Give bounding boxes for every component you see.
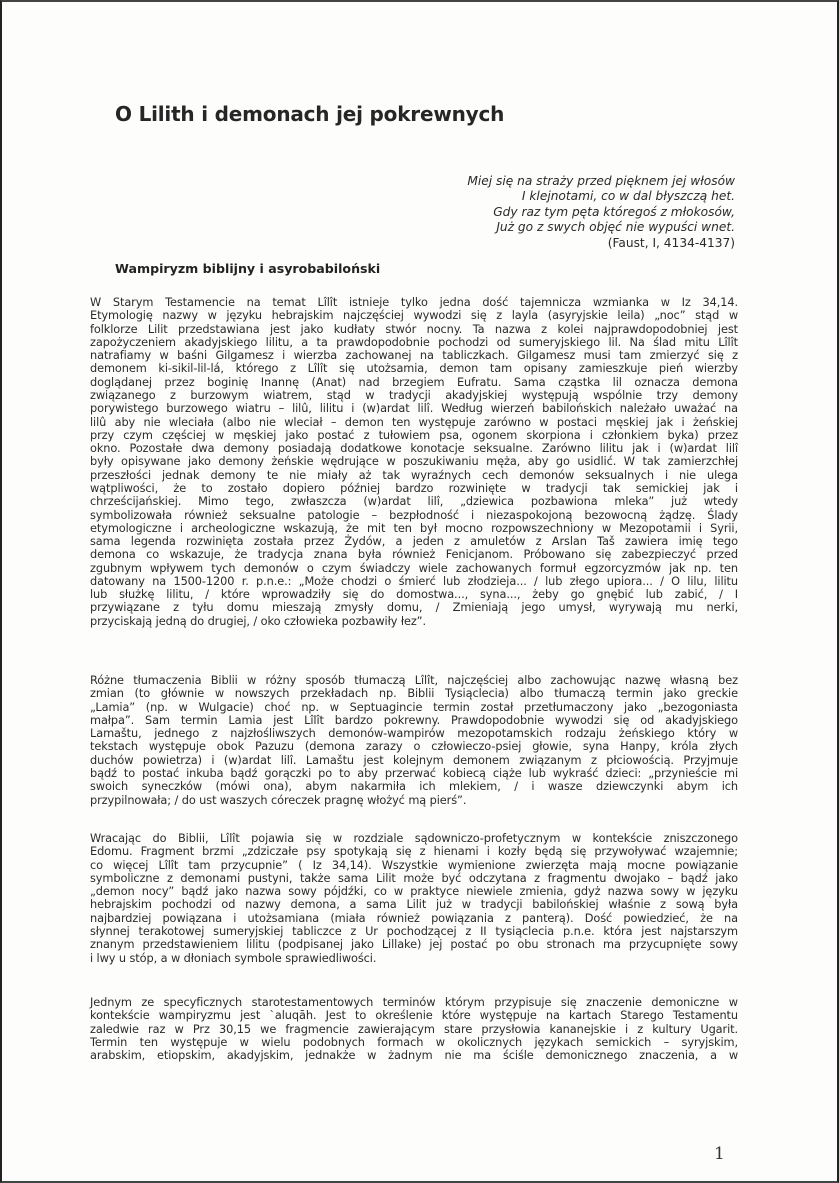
- text-line: Wracając do Biblii, Lîlît pojawia się w rozdziale sądowniczo-profetycznym w kontekście zniszczonego: [90, 831, 738, 845]
- text-line: tekstach występuje obok Pazuzu (demona zarazy o człowieczo-psiej głowie, syna Hanpy, króla złych: [90, 739, 738, 754]
- text-line: zapożyczeniem akadyjskiego lilitu, a ta prawdopodobnie pochodzi od sumeryjskiego lil. Na ślad mitu Lîlît: [90, 334, 738, 349]
- text-line: Jednym ze specyficznych starotestamentowych terminów którym przypisuje się znaczenie demoniczne w: [90, 995, 738, 1009]
- text-line: porywistego burzowego wiatru – lilû, lilitu i (w)ardat lilî. Według wierzeń babilońskich należało uważać na: [90, 401, 738, 416]
- epigraph: [315, 174, 735, 251]
- text-line: symbolizowała również seksualne patologie – bezpłodność i niezaspokojoną bezowocną żądzę. Ślady: [90, 507, 738, 522]
- text-line: związanego z burzowym wiatrem, stąd w tradycji akadyjskiej występują wspólnie trzy demony: [90, 387, 738, 402]
- text-line: swoich syneczków (mówi ona), abym nakarmiła ich mlekiem, / i wasze dziewczynki abym ich: [90, 779, 738, 794]
- epigraph-line: Już go z swych objęć nie wypuści wnet.: [496, 220, 735, 235]
- text-line: symboliczne z demonami pustyni, także sama Lilit może być odczytana z fragmentu dwojako – bądź jako: [90, 870, 738, 885]
- text-line: znanym przedstawieniem lilitu (podpisanej jako Lillake) jej postać po obu stronach ma przycupnięte sowy: [90, 937, 738, 952]
- text-line: przeszłości jednak demony te nie miały aż tak wyraźnych cech demonów seksualnych i nie ulega: [90, 467, 738, 482]
- paragraph-3: [90, 832, 738, 965]
- text-line: okno. Pozostałe dwa demony posiadają dodatkowe konotacje seksualne. Zarówno lilitu jak i (w)ardat lilî: [90, 441, 738, 456]
- text-line: przyciskają jedną do drugiej, / oko człowieka pozbawiły łez”.: [90, 613, 426, 628]
- text-line: Lamaštu, jednego z najzłośliwszych demonów-wampirów mezopotamskich rodzaju żeńskiego który w: [90, 726, 738, 741]
- text-line: przypilnowała; / do ust waszych córeczek pragnę włożyć mą pierś”.: [90, 792, 467, 807]
- epigraph-line: Miej się na straży przed pięknem jej włosów: [467, 174, 735, 188]
- epigraph-line: Gdy raz tym pęta któregoś z młokosów,: [493, 204, 735, 219]
- page-number: 1: [714, 1144, 725, 1164]
- text-line: przywiązane z tyłu domu mieszają zmysły domu, / Zmieniają jego umysł, wyrywają mu nerki,: [90, 600, 738, 615]
- text-line: datowany na 1500-1200 r. p.n.e.: „Może chodzi o śmierć lub złodzieja... / lub złego upiora... / O lilu, lilitu: [90, 573, 738, 588]
- paragraph-1: [90, 296, 738, 628]
- text-line: kontekście wampiryzmu jest `aluqāh. Jest to określenie które występuje na kartach Starego Testamentu: [90, 1008, 738, 1023]
- text-line: duchów powietrza) i (w)ardat lilî. Lamaštu jest kolejnym demonem związanym z płciowością. Przyjmuje: [90, 752, 738, 767]
- text-line: najbardziej powiązana i utożsamiana (miała również powiązania z panterą). Dość powiedzieć, że na: [90, 910, 738, 925]
- epigraph-source: (Faust, I, 4134-4137): [607, 235, 735, 250]
- text-line: słynnej terakotowej sumeryjskiej tabliczce z Ur pochodzącej z II tysiąclecia p.n.e. która jest najstarszym: [90, 923, 738, 938]
- text-line: Termin ten występuje w wielu podobnych formach w okolicznych językach semickich – syryjskim,: [90, 1034, 738, 1049]
- paragraph-4: [90, 996, 738, 1062]
- text-line: W Starym Testamencie na temat Lîlît istnieje tylko jedna dość tajemnicza wzmianka w Iz 34,14.: [90, 295, 738, 309]
- text-line: Edomu. Fragment brzmi „zdziczałe psy spotykają się z hienami i kozły będą się przywoływać wzajemnie;: [90, 844, 738, 859]
- text-line: co więcej Lîlît tam przycupnie” ( Iz 34,14). Wszystkie wymienione zwierzęta mają mocne powiązanie: [90, 857, 738, 872]
- page-title: O Lilith i demonach jej pokrewnych: [115, 102, 505, 126]
- text-line: zgubnym wpływem tych demonów o czym świadczy wiele zachowanych formuł egzorcyzmów jak np. ten: [90, 560, 738, 575]
- text-line: chrześcijańskiej. Mimo tego, zwłaszcza (w)ardat lilî, „dziewica pozbawiona mleka” już wtedy: [90, 494, 738, 509]
- text-line: hebrajskim pochodzi od nazwy demona, a sama Lilit już w tradycji babilońskiej właśnie z sową była: [90, 897, 738, 912]
- text-line: lilû aby nie wleciała (albo nie wleciał – demon ten występuje zarówno w postaci męskiej jak i żeńskiej: [90, 414, 738, 429]
- text-line: „Lamia” (np. w Wulgacie) choć np. w Septuagincie termin został przetłumaczony jako „bezogoniasta: [90, 699, 738, 714]
- text-line: zaledwie raz w Prz 30,15 we fragmencie zawierającym stare przysłowia kananejskie i z kultury Ugarit.: [90, 1021, 738, 1036]
- text-line: etymologiczne i archeologiczne wskazują, że mit ten był mocno rozpowszechniony w Mezopotamii i Syrii,: [90, 520, 738, 535]
- text-line: i lwy u stóp, a w dłoniach symbole sprawiedliwości.: [90, 950, 377, 965]
- text-line: wątpliwości, że to zostało dopiero później bardzo rozwinięte w tradycji tak semickiej jak i: [90, 480, 738, 495]
- text-line: doglądanej przez boginię Inannę (Anat) nad brzegiem Eufratu. Sama cząstka lil oznacza demona: [90, 374, 738, 389]
- text-line: przy czym częściej w męskiej jako postać z tułowiem psa, ogonem skorpiona i członkiem byka) przez: [90, 427, 738, 442]
- text-line: folklorze Lilit przedstawiana jest jako kudłaty stwór nocny. Ta nazwa z kolei najprawdopodobniej jest: [90, 321, 738, 336]
- text-line: zmian (to głównie w nowszych przekładach np. Biblii Tysiąclecia) albo tłumaczą termin jako greckie: [90, 686, 738, 701]
- paragraph-2: [90, 674, 738, 807]
- text-line: natrafiamy w baśni Gilgamesz i wierzba zachowanej na tabliczkach. Gilgamesz musi tam zmierzyć się z: [90, 348, 738, 363]
- text-line: były opisywane jako demony żeńskie wędrujące w poszukiwaniu męża, aby go usidlić. W tak zamierzchłej: [90, 454, 738, 469]
- text-line: bądź to postać inkuba bądź gorączki po to aby przerwać kobiecą ciąże lub wykraść dzieci: „przynieście mi: [90, 765, 738, 780]
- text-line: „demon nocy” bądź jako nazwa sowy pójdźki, co w praktyce niewiele zmienia, gdyż nazwa sowy w języku: [90, 884, 738, 899]
- text-line: Etymologię nazwy w języku hebrajskim najczęściej wywodzi się z layla (asyryjskie leila) „noc” stąd w: [90, 308, 738, 323]
- section-heading: Wampiryzm biblijny i asyrobabiloński: [115, 261, 381, 276]
- text-line: małpa”. Sam termin Lamia jest Lîlît bardzo pokrewny. Prawdopodobnie wywodzi się od akadyjskiego: [90, 712, 738, 727]
- text-line: demona co wskazuje, że tradycja znana była również Fenicjanom. Próbowano się zabezpieczyć przed: [90, 547, 738, 562]
- text-line: sama legenda rozwinięta została przez Żydów, a jeden z amuletów z Arslan Taš zawiera imię tego: [90, 534, 738, 549]
- text-line: demonem ki-sikil-lil-lá, którego z Lîlît się utożsamia, demon tam opisany zamieszkuje pień wierzby: [90, 361, 738, 376]
- epigraph-line: I klejnotami, co w dal błyszczą het.: [521, 189, 735, 204]
- text-line: lub służkę lilitu, / które wprowadziły się do domostwa..., syna..., żeby go gnębić lub zabić, / I: [90, 587, 738, 602]
- text-line: Różne tłumaczenia Biblii w różny sposób tłumaczą Lîlît, najczęściej albo zachowując nazwę własną bez: [90, 673, 738, 687]
- text-line: arabskim, etiopskim, akadyjskim, jednakże w żadnym nie ma ściśle demonicznego znaczenia, a w: [90, 1048, 738, 1063]
